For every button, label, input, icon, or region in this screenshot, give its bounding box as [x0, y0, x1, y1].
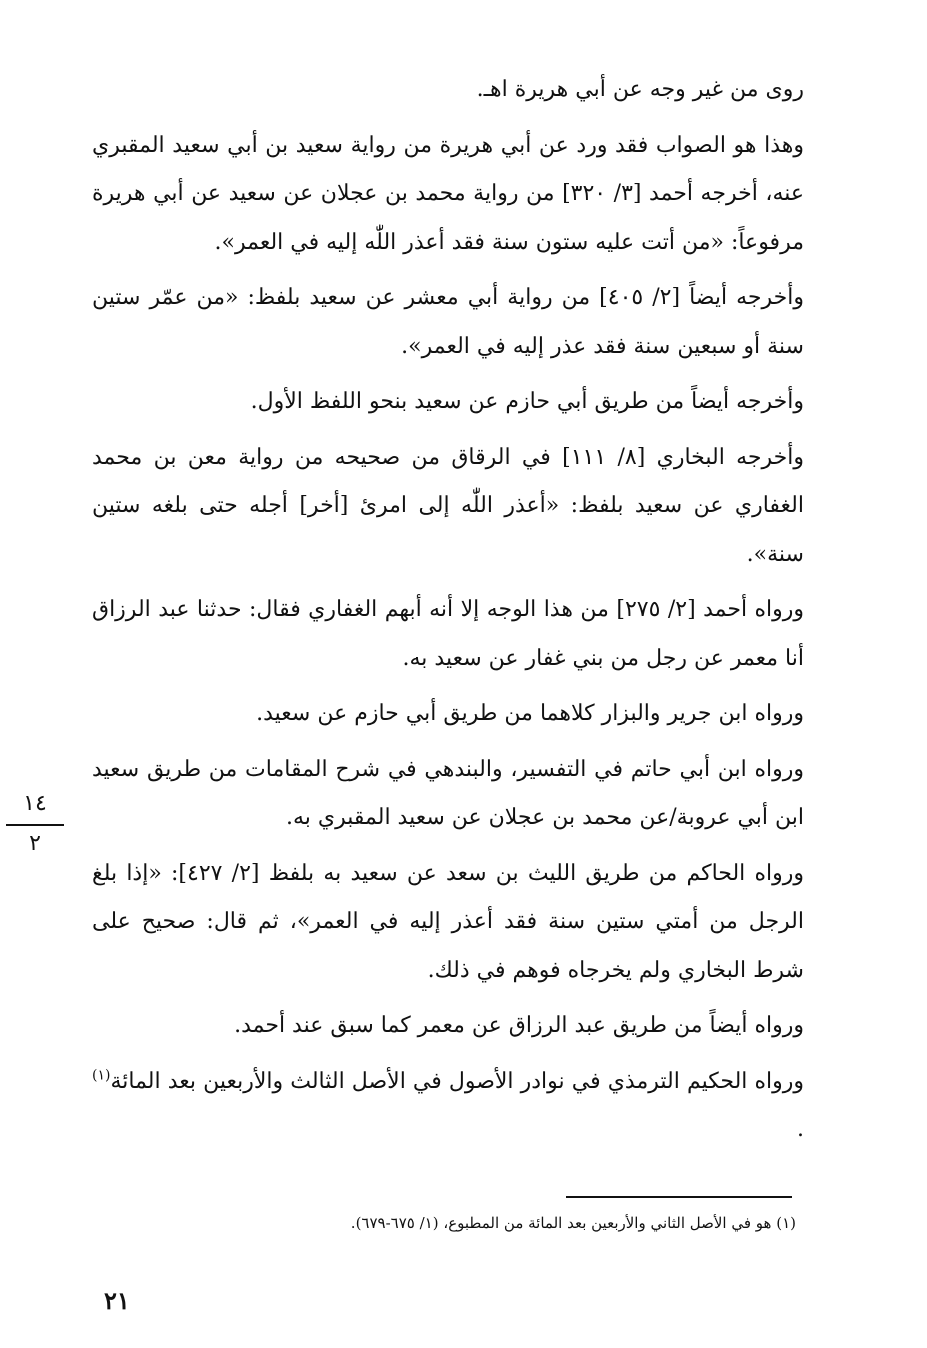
footnote: (١) هو في الأصل الثاني والأربعين بعد المائة من المطبوع، (١/ ٦٧٥-٦٧٩). — [350, 1214, 796, 1232]
paragraph-1: روى من غير وجه عن أبي هريرة اهـ. — [476, 77, 804, 102]
footnote-separator — [566, 1196, 792, 1198]
paragraph-8: ورواه ابن أبي حاتم في التفسير، والبندهي في شرح المقامات من طريق سعيد ابن أبي عروبة/عن محمد بن عجلان عن سعيد المقبري به. — [92, 756, 804, 830]
page-number: ٢١ — [104, 1286, 130, 1315]
paragraph-11-end: المائة — [110, 1068, 161, 1094]
manuscript-page-marker — [4, 790, 66, 858]
paragraph-7: ورواه ابن جرير والبزار كلاهما من طريق أبي حازم عن سعيد. — [256, 701, 804, 726]
paragraph-11-text: ورواه الحكيم الترمذي في نوادر الأصول في الأصل الثالث والأربعين بعد — [167, 1068, 804, 1094]
marker-numerator: ١٤ — [23, 791, 47, 816]
footnote-reference[interactable]: (١) — [92, 1067, 111, 1084]
marker-divider — [6, 824, 64, 826]
marker-denominator: ٢ — [29, 831, 41, 856]
body-text — [92, 66, 804, 1162]
paragraph-4: وأخرجه أيضاً من طريق أبي حازم عن سعيد بنحو اللفظ الأول. — [250, 389, 804, 414]
paragraph-3: وأخرجه أيضاً [٢/ ٤٠٥] من رواية أبي معشر عن سعيد بلفظ: «من عمّر ستين سنة أو سبعين سنة فقد عذر إليه في العمر». — [92, 285, 804, 359]
paragraph-9: ورواه الحاكم من طريق الليث بن سعد عن سعيد به بلفظ [٢/ ٤٢٧]: «إذا بلغ الرجل من أمتي ستين سنة فقد أعذر إليه في العمر»، ثم قال: صحيح على شرط البخاري ولم يخرجاه فوهم في ذلك. — [92, 860, 805, 983]
paragraph-6: ورواه أحمد [٢/ ٢٧٥] من هذا الوجه إلا أنه أبهم الغفاري فقال: حدثنا عبد الرزاق أنا معمر عن رجل من بني غفار عن سعيد به. — [92, 597, 804, 671]
paragraph-11 — [92, 1058, 804, 1155]
paragraph-5: وأخرجه البخاري [٨/ ١١١] في الرقاق من صحيحه من رواية معن بن محمد الغفاري عن سعيد بلفظ: «أعذر اللّٰه إلى امرئ [أخر] أجله حتى بلغه ستين سنة». — [92, 444, 804, 567]
paragraph-2: وهذا هو الصواب فقد ورد عن أبي هريرة من رواية سعيد بن أبي سعيد المقبري عنه، أخرجه أحمد [٣/ ٣٢٠] من رواية محمد بن عجلان عن سعيد عن أبي هريرة مرفوعاً: «من أتت عليه ستون سنة فقد أعذر اللّٰه إليه في العمر». — [92, 132, 805, 255]
paragraph-10: ورواه أيضاً من طريق عبد الرزاق عن معمر كما سبق عند أحمد. — [234, 1013, 804, 1038]
final-period: . — [797, 1117, 804, 1142]
